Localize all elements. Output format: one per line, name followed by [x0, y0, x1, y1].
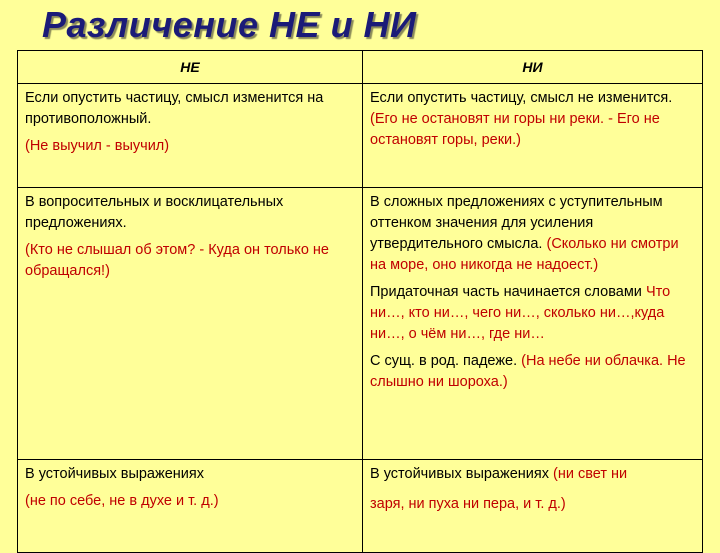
rule-text: Если опустить частицу, смысл изменится на противоположный. [25, 90, 324, 127]
table-header-row [18, 51, 703, 84]
rule-paragraph [370, 464, 695, 485]
rule-cell-ni [363, 188, 703, 460]
rule-text: Придаточная часть начинается словами [370, 284, 646, 300]
rule-text: В устойчивых выражениях [25, 466, 204, 482]
rule-cell-ni [363, 84, 703, 188]
rule-example: (Не выучил - выучил) [25, 138, 170, 154]
rule-example: Что ни…, кто ни…, чего ни…, сколько ни…,куда ни…, о чём ни…, где ни… [370, 284, 671, 342]
rule-cell-ne [18, 460, 363, 553]
column-header-ni: НИ [363, 51, 703, 84]
table-row [18, 84, 703, 188]
rule-example: (ни свет ни [553, 466, 628, 482]
rule-text: В сложных предложениях с уступительным оттенком значения для усиления утвердительного смысла. [370, 194, 663, 252]
column-header-ne: НЕ [18, 51, 363, 84]
rule-example: заря, ни пуха ни пера, и т. д.) [370, 496, 566, 512]
rule-text: В вопросительных и восклицательных предложениях. [25, 194, 284, 231]
rule-paragraph [370, 88, 695, 151]
rule-paragraph [370, 282, 695, 345]
rule-example: (На небе ни облачка. Не слышно ни шороха.) [370, 353, 686, 390]
rule-text: С сущ. в род. падеже. [370, 353, 522, 369]
table-row [18, 460, 703, 553]
table-row [18, 188, 703, 460]
rule-text: В устойчивых выражениях [370, 466, 553, 482]
rule-example: (Кто не слышал об этом? - Куда он только не обращался!) [25, 242, 329, 279]
rule-cell-ni [363, 460, 703, 553]
rule-paragraph [370, 351, 695, 393]
rule-paragraph [370, 192, 695, 276]
rule-cell-ne [18, 84, 363, 188]
rule-example: (Сколько ни смотри на море, оно никогда не надоест.) [370, 236, 679, 273]
rule-text: Если опустить частицу, смысл не изменится. [370, 90, 673, 106]
rule-cell-ne [18, 188, 363, 460]
rule-example: (не по себе, не в духе и т. д.) [25, 493, 219, 509]
comparison-table [17, 50, 703, 553]
page-title: Различение НЕ и НИ [42, 4, 417, 45]
rule-example: (Его не остановят ни горы ни реки. - Его не остановят горы, реки.) [370, 111, 660, 148]
